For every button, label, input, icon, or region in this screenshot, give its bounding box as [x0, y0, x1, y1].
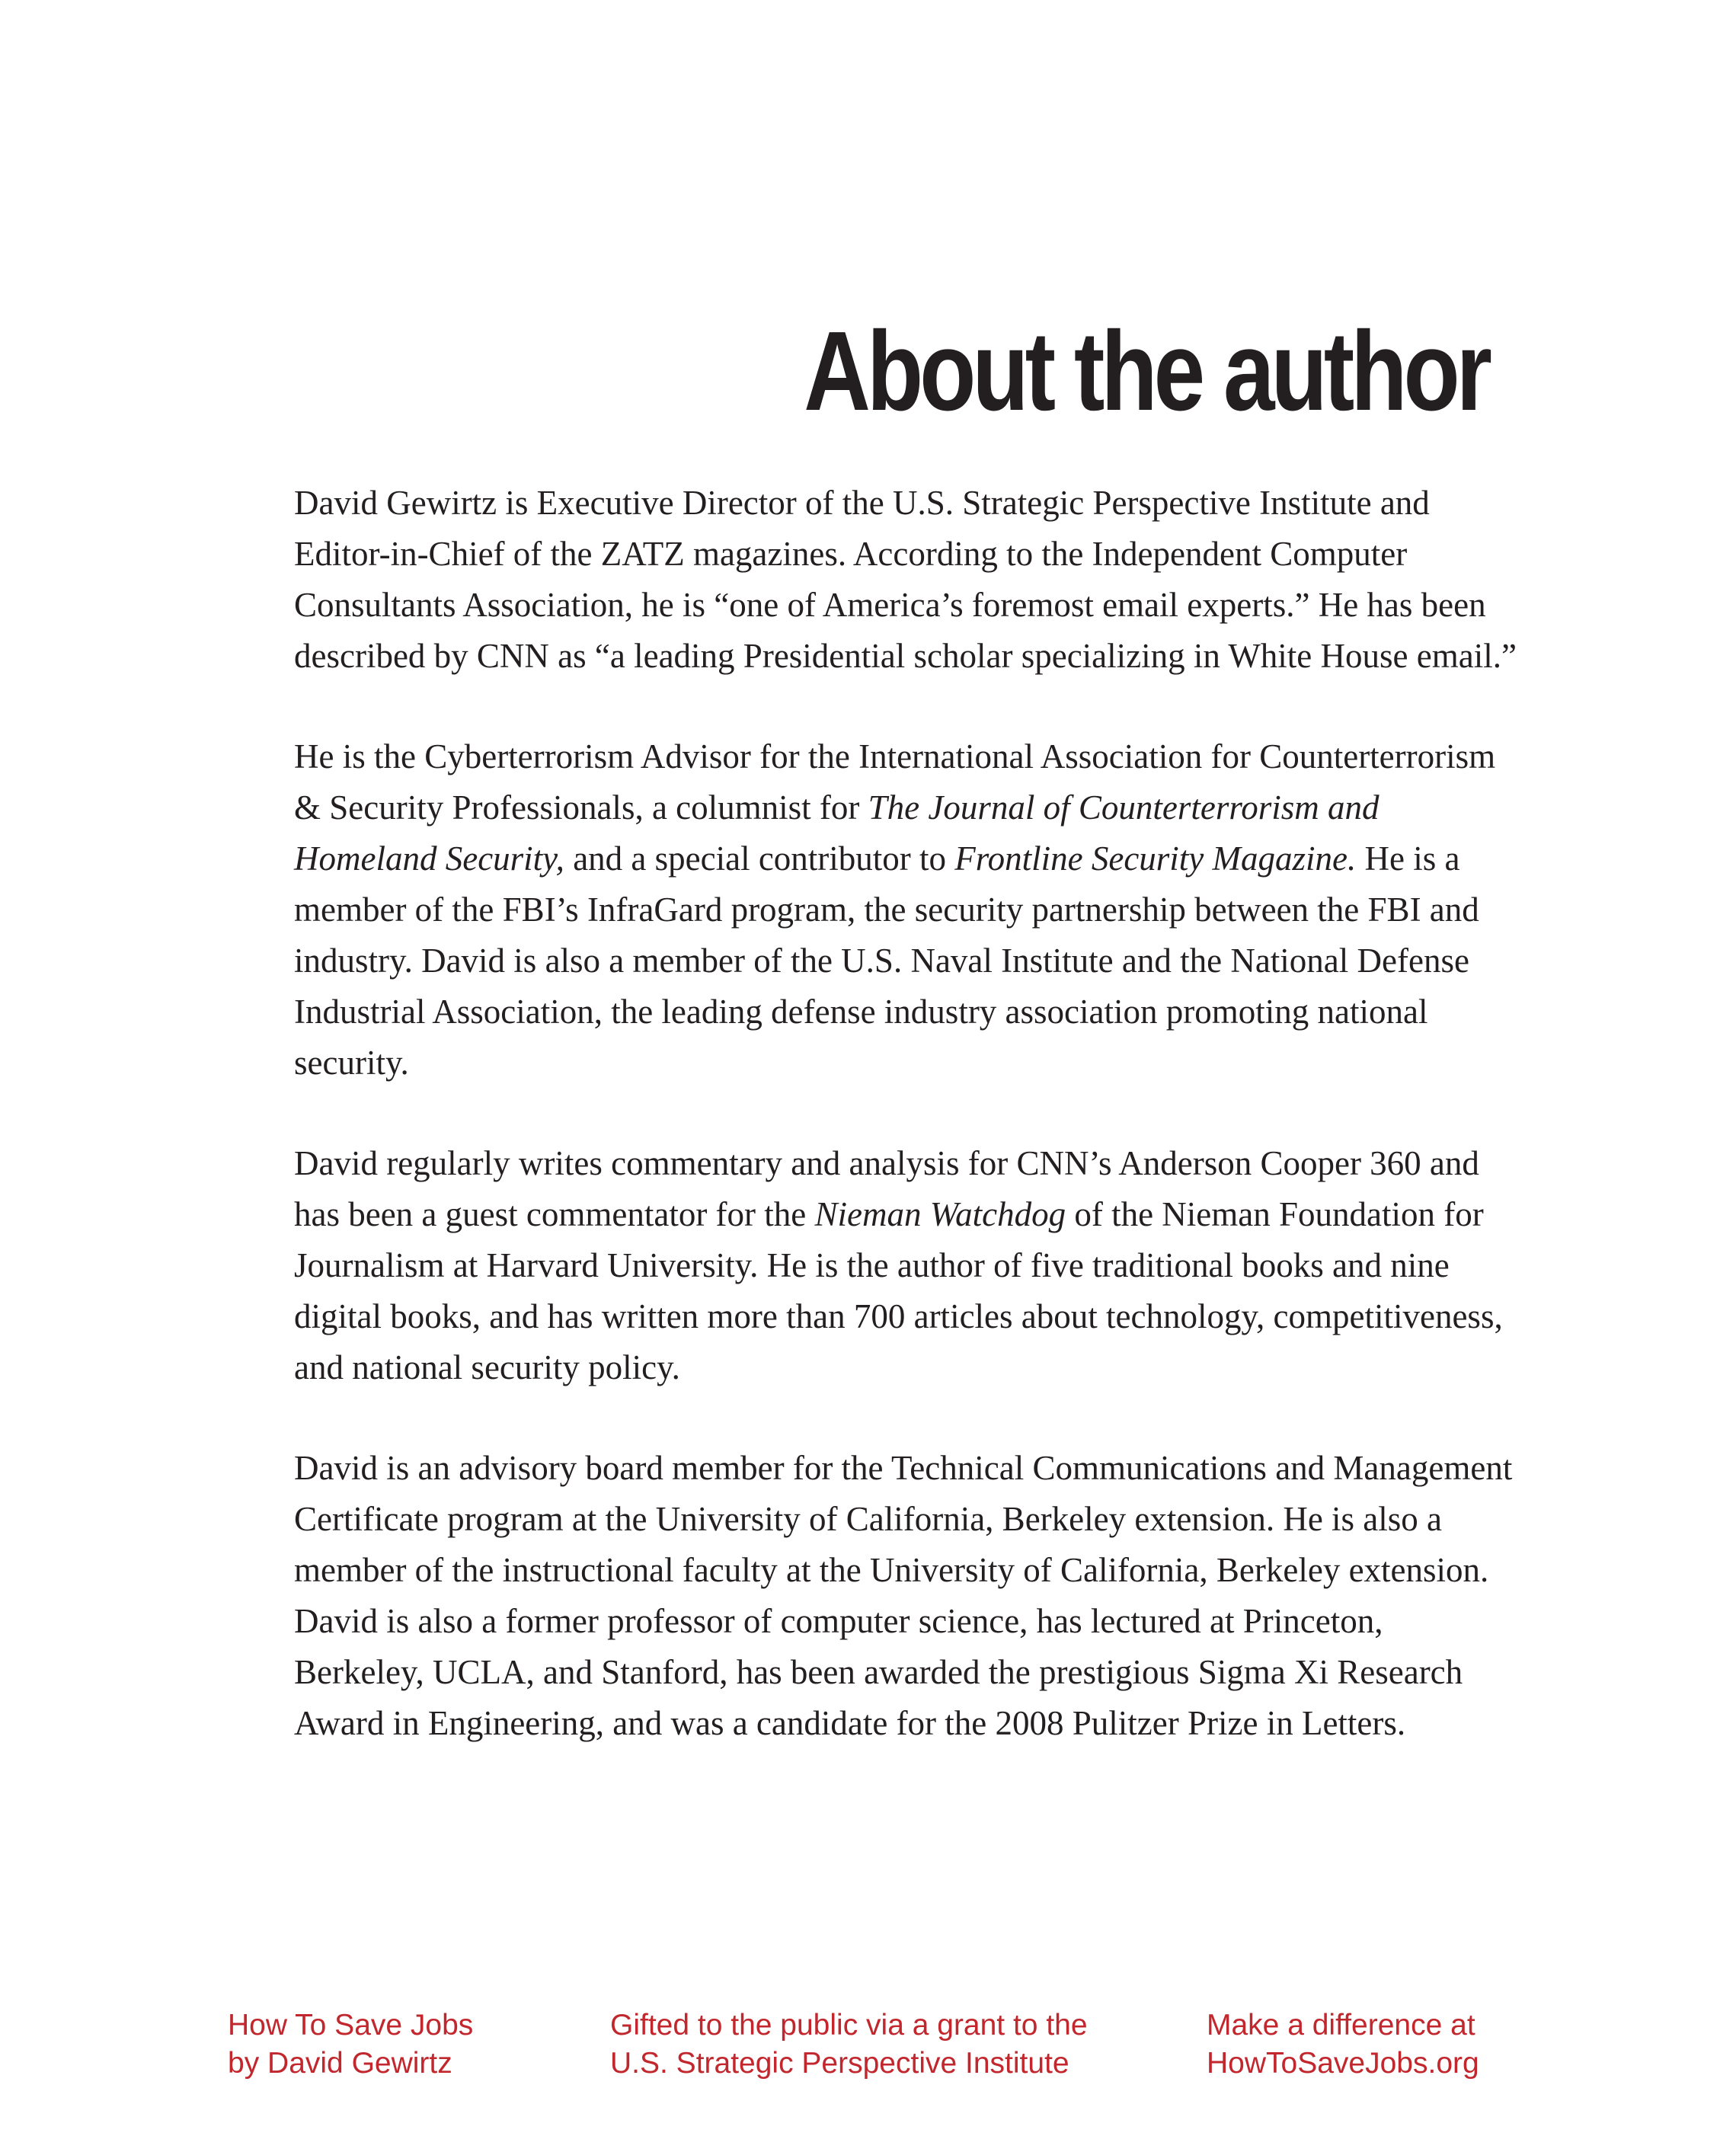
page-title: About the author [804, 309, 1488, 434]
footer-grant-line2: U.S. Strategic Perspective Institute [610, 2047, 1069, 2080]
footer-book-author: by David Gewirtz [228, 2047, 452, 2080]
author-bio [294, 478, 1520, 1799]
italic-title: The Journal of Counterterrorism and Homeland Security, [294, 788, 1380, 878]
bio-paragraph: He is the Cyberterrorism Advisor for the International Association for Counterterrorism & Security Professionals, a columnist for The Journal of Counterterrorism and Homeland Security, and a special contributor to Frontline Security Magazine. He is a member of the FBI’s InfraGard program, the security partnership between the FBI and industry. David is also a member of the U.S. Naval Institute and the National Defense Industrial Association, the leading defense industry association promoting national security. [294, 737, 1496, 1082]
footer-book-title: How To Save Jobs [228, 2009, 474, 2042]
footer-website-url[interactable]: HowToSaveJobs.org [1207, 2047, 1479, 2080]
bio-paragraph: David Gewirtz is Executive Director of the U.S. Strategic Perspective Institute and Editor-in-Chief of the ZATZ magazines. According to the Independent Computer Consultants Association, he is “one of America’s foremost email experts.” He has been described by CNN as “a leading Presidential scholar specializing in White House email.” [294, 484, 1517, 675]
footer-grant-line1: Gifted to the public via a grant to the [610, 2009, 1088, 2042]
italic-title: Frontline Security Magazine. [954, 839, 1357, 878]
italic-title: Nieman Watchdog [814, 1195, 1066, 1233]
footer-website-line1: Make a difference at [1207, 2009, 1475, 2042]
bio-paragraph: David regularly writes commentary and analysis for CNN’s Anderson Cooper 360 and has been a guest commentator for the Nieman Watchdog of the Nieman Foundation for Journalism at Harvard University. He is the author of five traditional books and nine digital books, and has written more than 700 articles about technology, competitiveness, and national security policy. [294, 1144, 1503, 1386]
bio-paragraph: David is an advisory board member for the Technical Communications and Management Certificate program at the University of California, Berkeley extension. He is also a member of the instructional faculty at the University of California, Berkeley extension. David is also a former professor of computer science, has lectured at Princeton, Berkeley, UCLA, and Stanford, has been awarded the prestigious Sigma Xi Research Award in Engineering, and was a candidate for the 2008 Pulitzer Prize in Letters. [294, 1449, 1513, 1742]
footer-website [1207, 2006, 1479, 2083]
footer-book-credit [228, 2006, 473, 2083]
footer-grant-note [610, 2006, 1088, 2083]
